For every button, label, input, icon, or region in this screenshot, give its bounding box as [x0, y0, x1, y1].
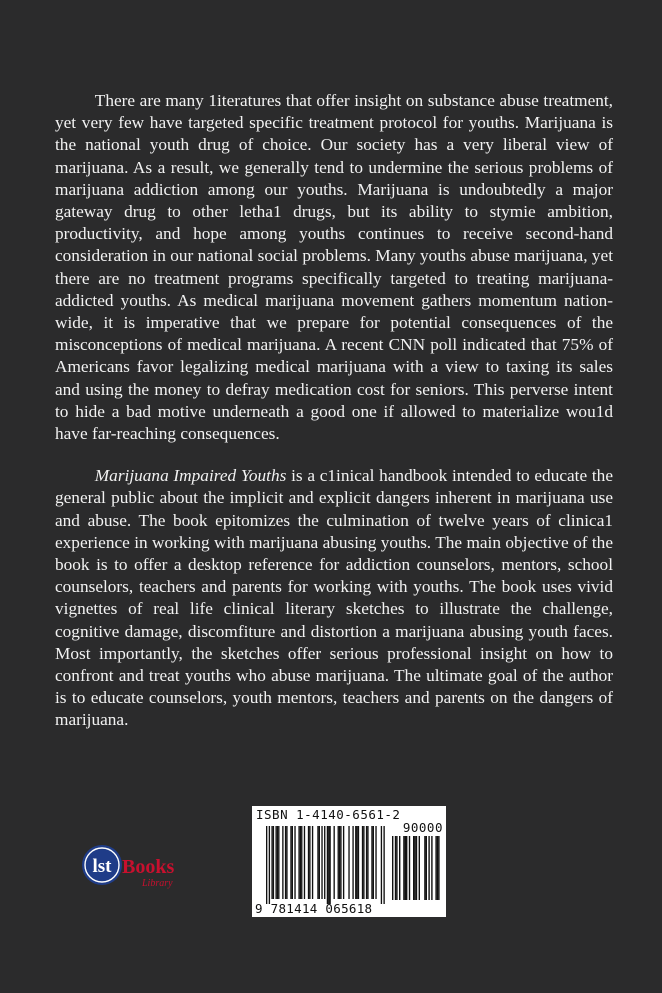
paragraph-intro-text: There are many 1iteratures that offer insight on substance abuse treatment, yet very few have targeted specific treatment protocol for youths. Marijuana is the national youth drug of choice. Our society has a very liberal view of marijuana. As a result, we generally tend to undermine the serious problems of marijuana addiction among our youths. Marijuana is undoubtedly a major gateway drug to other letha1 drugs, but its ability to stymie ambition, productivity, and hope among youths continues to receive second-hand consideration in our national social problems. Many youths abuse marijuana, yet there are no treatment programs specifically targeted to treating marijuana-addicted youths. As medical marijuana movement gathers momentum nation-wide, it is imperative that we prepare for potential consequences of the misconceptions of medical marijuana. A recent CNN poll indicated that 75% of Americans favor legalizing medical marijuana with a view to taxing its sales and using the money to defray medication cost for seniors. This perverse intent to hide a bad motive underneath a good one if allowed to materialize wou1d have far-reaching consequences.	[55, 91, 613, 444]
barcode-bar	[278, 826, 279, 899]
barcode-bar	[362, 826, 363, 899]
barcode-bar	[327, 826, 328, 904]
price-code: 90000	[402, 820, 443, 835]
barcode-bar	[269, 826, 270, 904]
barcode-bar	[324, 826, 325, 899]
addon-bar	[414, 836, 415, 900]
addon-bar	[405, 836, 406, 900]
addon-bar	[431, 836, 432, 900]
logo-library: Library	[142, 878, 173, 889]
addon-bar	[426, 836, 427, 900]
barcode-bar	[300, 826, 301, 899]
barcode-bar	[298, 826, 299, 899]
barcode-bar	[355, 826, 356, 899]
barcode-bar	[273, 826, 274, 899]
paragraph-description	[55, 465, 613, 731]
book-title: Marijuana Impaired Youths	[94, 466, 287, 486]
addon-bar	[406, 836, 407, 900]
addon-bar	[437, 836, 438, 900]
barcode-bar	[286, 826, 287, 899]
barcode-bar	[363, 826, 364, 899]
barcode-bar	[321, 826, 322, 899]
barcode-bar	[381, 826, 382, 904]
barcode-bar	[375, 826, 376, 899]
isbn-barcode	[252, 806, 446, 917]
barcode-bar	[373, 826, 374, 899]
barcode-bar	[352, 826, 353, 899]
logo-lst: lst	[92, 856, 112, 877]
barcode-bar	[356, 826, 357, 899]
addon-bar	[419, 836, 420, 900]
barcode-bar	[367, 826, 368, 899]
barcode-bar	[328, 826, 329, 904]
barcode-bar	[366, 826, 367, 899]
addon-bar	[413, 836, 414, 900]
barcode-bar	[277, 826, 278, 899]
addon-bar	[435, 836, 436, 900]
barcode-bar	[339, 826, 340, 899]
barcode-bar	[275, 826, 276, 899]
addon-bar	[392, 836, 393, 900]
barcode-bar	[292, 826, 293, 899]
addon-bar	[395, 836, 396, 900]
barcode-bar	[290, 826, 291, 899]
barcode-bar	[282, 826, 283, 899]
addon-bar	[409, 836, 410, 900]
barcode-bar	[329, 826, 330, 904]
barcode-bar	[304, 826, 305, 899]
barcode-bar	[271, 826, 272, 899]
barcode-bar	[294, 826, 295, 899]
logo-books: Books	[122, 856, 175, 878]
ean-digits: 9 781414 065618	[255, 901, 373, 916]
barcode-bar	[338, 826, 339, 899]
addon-bar	[416, 836, 417, 900]
barcode-bar	[312, 826, 313, 899]
barcode-bar	[358, 826, 359, 899]
barcode-bar	[266, 826, 267, 904]
barcode-bar	[343, 826, 344, 899]
barcode-bar	[371, 826, 372, 899]
isbn-label: ISBN 1-4140-6561-2	[256, 807, 401, 822]
barcode-bar	[383, 826, 384, 904]
addon-bar	[428, 836, 429, 900]
barcode-bar	[301, 826, 302, 899]
barcode-bar	[317, 826, 318, 899]
addon-bar	[399, 836, 400, 900]
barcode-bar	[319, 826, 320, 899]
barcode-bar	[308, 826, 309, 899]
addon-bar	[396, 836, 397, 900]
publisher-logo	[80, 842, 190, 894]
paragraph-intro	[55, 90, 613, 445]
barcode-bar	[334, 826, 335, 899]
barcode-bar	[309, 826, 310, 899]
barcode-bar	[340, 826, 341, 899]
addon-bar	[424, 836, 425, 900]
paragraph-description-text: is a c1inical handbook intended to educate the general public about the implicit and explicit dangers inherent in marijuana use and abuse. The book epitomizes the culmination of twelve years of clinica1 experience in working with marijuana abusing youths. The main objective of the book is to offer a desktop reference for addiction counselors, mentors, school counselors, teachers and parents for working with youths. The book uses vivid vignettes of real life clinical literary sketches to illustrate the challenge, cognitive damage, discomfiture and distortion a marijuana abusing youth faces. Most importantly, the sketches offer serious professional insight on how to confront and treat youths who abuse marijuana. The ultimate goal of the author is to educate counselors, youth mentors, teachers and parents on the dangers of marijuana.	[55, 466, 613, 730]
addon-bar	[438, 836, 439, 900]
barcode-bar	[285, 826, 286, 899]
back-cover-text	[55, 90, 613, 732]
addon-bar	[403, 836, 404, 900]
barcode-bar	[348, 826, 349, 899]
